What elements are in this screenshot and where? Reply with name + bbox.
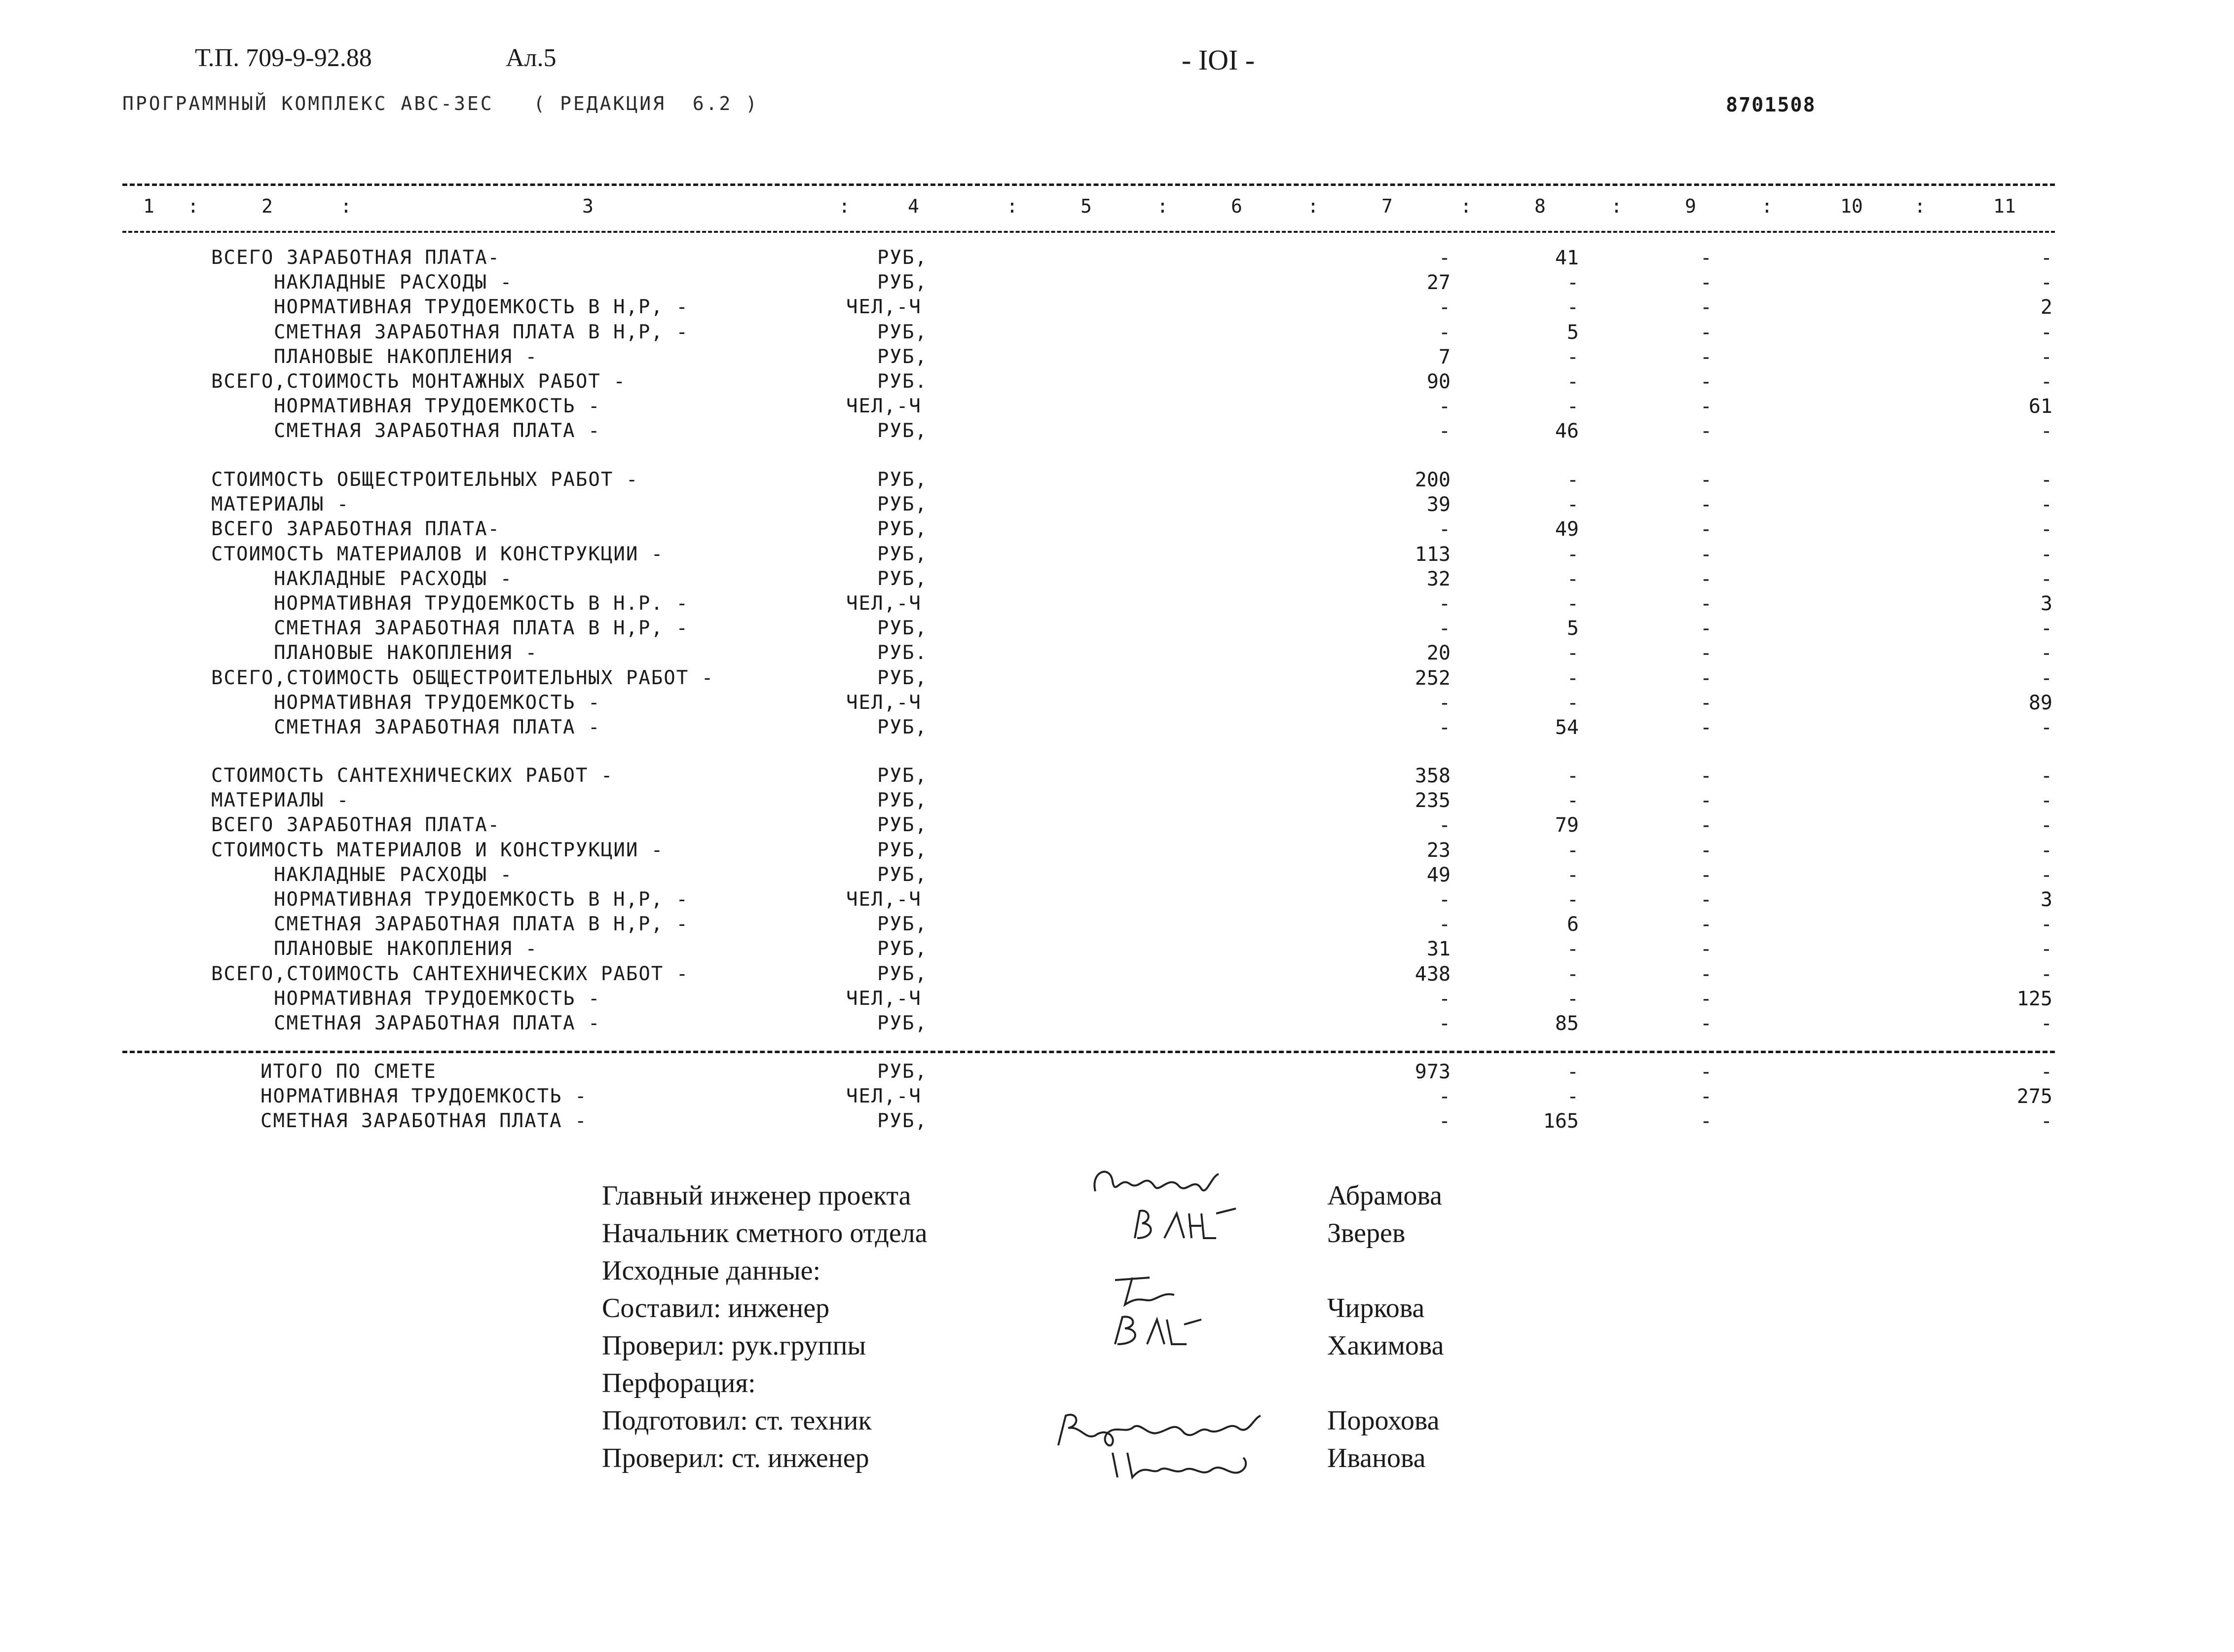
cell-col9: - bbox=[1700, 469, 1712, 491]
signature-name: Хакимова bbox=[1327, 1330, 1444, 1361]
cell-col8: - bbox=[1566, 592, 1579, 615]
signature-name: Зверев bbox=[1327, 1218, 1406, 1248]
cell-col11: - bbox=[2040, 913, 2052, 936]
cell-col8: - bbox=[1566, 296, 1579, 319]
signature-role: Проверил: рук.группы bbox=[602, 1330, 866, 1361]
cell-col11: - bbox=[2040, 469, 2052, 491]
row-label: ПЛАНОВЫЕ НАКОПЛЕНИЯ - bbox=[274, 345, 538, 368]
cell-col9: - bbox=[1700, 863, 1712, 886]
cell-col11: - bbox=[2040, 962, 2052, 986]
row-label: ВСЕГО ЗАРАБОТНАЯ ПЛАТА- bbox=[211, 518, 501, 541]
row-label: НОРМАТИВНАЯ ТРУДОЕМКОСТЬ В Н.Р. - bbox=[274, 592, 689, 615]
cell-col7: 32 bbox=[1426, 567, 1451, 590]
cell-col11: - bbox=[2040, 370, 2052, 393]
cell-col9: - bbox=[1700, 913, 1712, 936]
row-label: МАТЕРИАЛЫ - bbox=[211, 493, 350, 516]
cell-col8: 49 bbox=[1555, 518, 1579, 541]
cell-col9: - bbox=[1700, 617, 1712, 640]
cell-col11: - bbox=[2040, 518, 2052, 541]
row-unit: РУБ, bbox=[877, 617, 928, 640]
column-header-10: 10 bbox=[1840, 195, 1863, 217]
cell-col11: 89 bbox=[2028, 691, 2052, 714]
cell-col9: - bbox=[1700, 1110, 1712, 1133]
row-unit: РУБ, bbox=[877, 814, 928, 837]
cell-col7: 438 bbox=[1415, 962, 1451, 986]
cell-col7: 39 bbox=[1426, 493, 1451, 516]
cell-col11: - bbox=[2040, 789, 2052, 812]
signature-role: Начальник сметного отдела bbox=[602, 1218, 928, 1248]
document-code: Т.П. 709-9-92.88 bbox=[195, 44, 372, 72]
cell-col7: 113 bbox=[1415, 543, 1451, 566]
cell-col7: - bbox=[1438, 913, 1451, 936]
cell-col7: - bbox=[1438, 296, 1451, 319]
cell-col11: - bbox=[2040, 839, 2052, 862]
cell-col8: 6 bbox=[1566, 913, 1579, 936]
row-label: СМЕТНАЯ ЗАРАБОТНАЯ ПЛАТА - bbox=[274, 716, 601, 738]
row-label: НОРМАТИВНАЯ ТРУДОЕМКОСТЬ - bbox=[274, 691, 601, 714]
row-label: ВСЕГО,СТОИМОСТЬ ОБЩЕСТРОИТЕЛЬНЫХ РАБОТ - bbox=[211, 666, 714, 689]
cell-col7: 49 bbox=[1426, 863, 1451, 886]
row-label: НОРМАТИВНАЯ ТРУДОЕМКОСТЬ В Н,Р, - bbox=[274, 296, 689, 319]
column-header-3: 3 bbox=[582, 195, 594, 217]
cell-col11: - bbox=[2040, 814, 2052, 837]
row-unit: РУБ, bbox=[877, 567, 928, 590]
column-header-1: 1 bbox=[143, 195, 154, 217]
row-unit: РУБ, bbox=[877, 321, 928, 343]
column-separator: : bbox=[1611, 195, 1622, 217]
cell-col11: - bbox=[2040, 567, 2052, 590]
cell-col11: 3 bbox=[2040, 888, 2052, 911]
row-label: ПЛАНОВЫЕ НАКОПЛЕНИЯ - bbox=[274, 938, 538, 960]
cell-col11: - bbox=[2040, 1061, 2052, 1083]
program-line: ПРОГРАММНЫЙ КОМПЛЕКС АВС-ЗЕС ( РЕДАКЦИЯ 6.2 ) bbox=[122, 93, 759, 114]
column-separator: : bbox=[1006, 195, 1018, 217]
cell-col11: 125 bbox=[2016, 987, 2052, 1010]
cell-col7: 235 bbox=[1415, 789, 1451, 812]
cell-col9: - bbox=[1700, 666, 1712, 690]
row-label: СТОИМОСТЬ МАТЕРИАЛОВ И КОНСТРУКЦИИ - bbox=[211, 839, 664, 861]
cell-col9: - bbox=[1700, 567, 1712, 590]
cell-col8: - bbox=[1566, 839, 1579, 862]
cell-col8: 165 bbox=[1543, 1110, 1579, 1133]
row-label: НОРМАТИВНАЯ ТРУДОЕМКОСТЬ - bbox=[274, 987, 601, 1010]
cell-col8: - bbox=[1566, 863, 1579, 886]
row-unit: ЧЕЛ,-Ч bbox=[846, 296, 922, 319]
cell-col9: - bbox=[1700, 395, 1712, 418]
cell-col9: - bbox=[1700, 765, 1712, 787]
cell-col11: - bbox=[2040, 420, 2052, 443]
cell-col8: - bbox=[1566, 1085, 1579, 1108]
cell-col9: - bbox=[1700, 420, 1712, 443]
cell-col9: - bbox=[1700, 987, 1712, 1010]
cell-col9: - bbox=[1700, 839, 1712, 862]
row-unit: ЧЕЛ,-Ч bbox=[846, 592, 922, 615]
signature-abramova bbox=[1085, 1162, 1233, 1206]
cell-col11: - bbox=[2040, 247, 2052, 269]
row-unit: РУБ, bbox=[877, 962, 928, 985]
cell-col11: - bbox=[2040, 321, 2052, 344]
column-separator: : bbox=[1761, 195, 1773, 217]
cell-col11: - bbox=[2040, 666, 2052, 690]
row-unit: ЧЕЛ,-Ч bbox=[846, 987, 922, 1010]
row-unit: РУБ, bbox=[877, 863, 928, 886]
cell-col11: 2 bbox=[2040, 296, 2052, 319]
cell-col11: - bbox=[2040, 493, 2052, 516]
cell-col9: - bbox=[1700, 543, 1712, 566]
cell-col8: - bbox=[1566, 962, 1579, 986]
row-label: ПЛАНОВЫЕ НАКОПЛЕНИЯ - bbox=[274, 642, 538, 664]
cell-col9: - bbox=[1700, 247, 1712, 269]
signature-ivanova bbox=[1105, 1443, 1253, 1487]
cell-col8: 54 bbox=[1555, 716, 1579, 739]
row-label: СТОИМОСТЬ ОБЩЕСТРОИТЕЛЬНЫХ РАБОТ - bbox=[211, 469, 639, 491]
row-unit: РУБ. bbox=[877, 370, 928, 393]
row-label: ВСЕГО,СТОИМОСТЬ МОНТАЖНЫХ РАБОТ - bbox=[211, 370, 626, 393]
row-unit: РУБ, bbox=[877, 518, 928, 541]
row-unit: ЧЕЛ,-Ч bbox=[846, 1085, 922, 1108]
column-header-6: 6 bbox=[1231, 195, 1242, 217]
signature-name: Иванова bbox=[1327, 1443, 1426, 1473]
row-label: ВСЕГО ЗАРАБОТНАЯ ПЛАТА- bbox=[211, 247, 501, 269]
signature-role: Главный инженер проекта bbox=[602, 1180, 911, 1211]
cell-col9: - bbox=[1700, 271, 1712, 294]
page-number: - IOI - bbox=[1182, 44, 1255, 76]
cell-col11: - bbox=[2040, 765, 2052, 787]
cell-col8: - bbox=[1566, 987, 1579, 1010]
cell-col11: - bbox=[2040, 938, 2052, 961]
row-label: СТОИМОСТЬ САНТЕХНИЧЕСКИХ РАБОТ - bbox=[211, 765, 614, 787]
cell-col7: 23 bbox=[1426, 839, 1451, 862]
row-label: НОРМАТИВНАЯ ТРУДОЕМКОСТЬ В Н,Р, - bbox=[274, 888, 689, 911]
cell-col9: - bbox=[1700, 493, 1712, 516]
row-unit: РУБ, bbox=[877, 716, 928, 738]
column-header-7: 7 bbox=[1381, 195, 1393, 217]
cell-col9: - bbox=[1700, 1061, 1712, 1083]
cell-col9: - bbox=[1700, 1012, 1712, 1035]
cell-col11: - bbox=[2040, 345, 2052, 368]
cell-col7: 200 bbox=[1415, 469, 1451, 491]
cell-col8: 5 bbox=[1566, 617, 1579, 640]
cell-col8: 79 bbox=[1555, 814, 1579, 837]
signature-name: Порохова bbox=[1327, 1405, 1440, 1436]
cell-col9: - bbox=[1700, 888, 1712, 911]
column-header-4: 4 bbox=[908, 195, 919, 217]
table-header-rule bbox=[122, 231, 2055, 233]
row-unit: РУБ, bbox=[877, 271, 928, 294]
signature-zverev bbox=[1130, 1204, 1243, 1248]
signature-role: Исходные данные: bbox=[602, 1255, 821, 1286]
sheet-label: Ал.5 bbox=[506, 44, 557, 72]
row-label: СМЕТНАЯ ЗАРАБОТНАЯ ПЛАТА В Н,Р, - bbox=[274, 617, 689, 640]
column-separator: : bbox=[1307, 195, 1319, 217]
column-separator: : bbox=[187, 195, 199, 217]
cell-col8: - bbox=[1566, 666, 1579, 690]
row-unit: РУБ, bbox=[877, 345, 928, 368]
row-unit: РУБ, bbox=[877, 666, 928, 689]
cell-col9: - bbox=[1700, 592, 1712, 615]
cell-col11: - bbox=[2040, 642, 2052, 665]
cell-col11: - bbox=[2040, 1012, 2052, 1035]
column-separator: : bbox=[1157, 195, 1168, 217]
row-unit: РУБ, bbox=[877, 493, 928, 516]
row-label: СМЕТНАЯ ЗАРАБОТНАЯ ПЛАТА - bbox=[274, 1012, 601, 1034]
cell-col7: 7 bbox=[1438, 345, 1451, 368]
signature-name: Чиркова bbox=[1327, 1293, 1425, 1323]
cell-col8: 46 bbox=[1555, 420, 1579, 443]
row-unit: ЧЕЛ,-Ч bbox=[846, 888, 922, 911]
cell-col7: - bbox=[1438, 321, 1451, 344]
cell-col9: - bbox=[1700, 938, 1712, 961]
cell-col7: - bbox=[1438, 987, 1451, 1010]
row-label: ВСЕГО ЗАРАБОТНАЯ ПЛАТА- bbox=[211, 814, 501, 837]
document-id: 8701508 bbox=[1726, 94, 1816, 116]
cell-col9: - bbox=[1700, 716, 1712, 739]
cell-col9: - bbox=[1700, 345, 1712, 368]
column-header-5: 5 bbox=[1080, 195, 1092, 217]
cell-col11: - bbox=[2040, 1110, 2052, 1133]
column-separator: : bbox=[839, 195, 850, 217]
cell-col9: - bbox=[1700, 518, 1712, 541]
cell-col8: 5 bbox=[1566, 321, 1579, 344]
column-separator: : bbox=[1914, 195, 1926, 217]
column-separator: : bbox=[340, 195, 352, 217]
cell-col8: - bbox=[1566, 370, 1579, 393]
cell-col8: - bbox=[1566, 395, 1579, 418]
column-separator: : bbox=[1460, 195, 1472, 217]
row-unit: РУБ, bbox=[877, 1110, 928, 1133]
column-header-8: 8 bbox=[1534, 195, 1546, 217]
cell-col7: 27 bbox=[1426, 271, 1451, 294]
cell-col8: - bbox=[1566, 642, 1579, 665]
row-unit: РУБ, bbox=[877, 543, 928, 565]
cell-col11: - bbox=[2040, 543, 2052, 566]
signature-role: Проверил: ст. инженер bbox=[602, 1443, 869, 1473]
cell-col9: - bbox=[1700, 642, 1712, 665]
cell-col7: 31 bbox=[1426, 938, 1451, 961]
cell-col11: - bbox=[2040, 863, 2052, 886]
cell-col8: - bbox=[1566, 469, 1579, 491]
cell-col7: - bbox=[1438, 716, 1451, 739]
row-label: СТОИМОСТЬ МАТЕРИАЛОВ И КОНСТРУКЦИИ - bbox=[211, 543, 664, 565]
cell-col8: - bbox=[1566, 938, 1579, 961]
row-unit: РУБ, bbox=[877, 1061, 928, 1083]
cell-col9: - bbox=[1700, 370, 1712, 393]
cell-col8: - bbox=[1566, 888, 1579, 911]
cell-col11: - bbox=[2040, 271, 2052, 294]
cell-col8: - bbox=[1566, 1061, 1579, 1083]
cell-col9: - bbox=[1700, 1085, 1712, 1108]
cell-col7: - bbox=[1438, 814, 1451, 837]
row-unit: РУБ, bbox=[877, 938, 928, 960]
row-unit: РУБ, bbox=[877, 1012, 928, 1034]
cell-col7: 90 bbox=[1426, 370, 1451, 393]
cell-col7: - bbox=[1438, 420, 1451, 443]
row-label: НАКЛАДНЫЕ РАСХОДЫ - bbox=[274, 271, 513, 294]
signature-role: Перфорация: bbox=[602, 1368, 756, 1398]
cell-col11: - bbox=[2040, 716, 2052, 739]
cell-col7: - bbox=[1438, 592, 1451, 615]
cell-col11: 61 bbox=[2028, 395, 2052, 418]
cell-col9: - bbox=[1700, 789, 1712, 812]
cell-col7: - bbox=[1438, 1085, 1451, 1108]
table-top-rule bbox=[122, 184, 2055, 186]
cell-col8: - bbox=[1566, 765, 1579, 787]
row-label: СМЕТНАЯ ЗАРАБОТНАЯ ПЛАТА В Н,Р, - bbox=[274, 321, 689, 343]
cell-col8: 41 bbox=[1555, 247, 1579, 269]
cell-col7: 252 bbox=[1415, 666, 1451, 690]
totals-rule bbox=[122, 1051, 2055, 1053]
row-unit: РУБ, bbox=[877, 789, 928, 812]
cell-col8: - bbox=[1566, 567, 1579, 590]
cell-col7: 973 bbox=[1415, 1061, 1451, 1083]
row-label: СМЕТНАЯ ЗАРАБОТНАЯ ПЛАТА В Н,Р, - bbox=[274, 913, 689, 936]
cell-col11: 3 bbox=[2040, 592, 2052, 615]
cell-col9: - bbox=[1700, 321, 1712, 344]
cell-col7: - bbox=[1438, 395, 1451, 418]
cell-col7: - bbox=[1438, 518, 1451, 541]
row-label: НАКЛАДНЫЕ РАСХОДЫ - bbox=[274, 863, 513, 886]
cell-col8: - bbox=[1566, 543, 1579, 566]
cell-col7: - bbox=[1438, 617, 1451, 640]
row-label: НОРМАТИВНАЯ ТРУДОЕМКОСТЬ - bbox=[274, 395, 601, 418]
row-label: СМЕТНАЯ ЗАРАБОТНАЯ ПЛАТА - bbox=[274, 420, 601, 442]
signature-role: Составил: инженер bbox=[602, 1293, 830, 1323]
cell-col7: 20 bbox=[1426, 642, 1451, 665]
row-unit: РУБ, bbox=[877, 247, 928, 269]
cell-col8: - bbox=[1566, 789, 1579, 812]
cell-col11: 275 bbox=[2016, 1085, 2052, 1108]
cell-col9: - bbox=[1700, 296, 1712, 319]
row-label: ИТОГО ПО СМЕТЕ bbox=[261, 1061, 437, 1083]
row-label: СМЕТНАЯ ЗАРАБОТНАЯ ПЛАТА - bbox=[261, 1110, 588, 1133]
row-unit: ЧЕЛ,-Ч bbox=[846, 395, 922, 418]
cell-col7: - bbox=[1438, 888, 1451, 911]
row-unit: РУБ. bbox=[877, 642, 928, 664]
row-unit: РУБ, bbox=[877, 913, 928, 936]
row-label: НАКЛАДНЫЕ РАСХОДЫ - bbox=[274, 567, 513, 590]
cell-col8: - bbox=[1566, 691, 1579, 714]
row-unit: РУБ, bbox=[877, 839, 928, 861]
signature-chirkova bbox=[1105, 1270, 1204, 1349]
cell-col8: 85 bbox=[1555, 1012, 1579, 1035]
row-unit: ЧЕЛ,-Ч bbox=[846, 691, 922, 714]
cell-col9: - bbox=[1700, 691, 1712, 714]
row-label: ВСЕГО,СТОИМОСТЬ САНТЕХНИЧЕСКИХ РАБОТ - bbox=[211, 962, 689, 985]
row-label: МАТЕРИАЛЫ - bbox=[211, 789, 350, 812]
cell-col8: - bbox=[1566, 345, 1579, 368]
cell-col11: - bbox=[2040, 617, 2052, 640]
column-header-11: 11 bbox=[1993, 195, 2016, 217]
cell-col7: 358 bbox=[1415, 765, 1451, 787]
row-label: НОРМАТИВНАЯ ТРУДОЕМКОСТЬ - bbox=[261, 1085, 588, 1108]
row-unit: РУБ, bbox=[877, 469, 928, 491]
column-header-9: 9 bbox=[1685, 195, 1696, 217]
cell-col7: - bbox=[1438, 691, 1451, 714]
cell-col8: - bbox=[1566, 271, 1579, 294]
row-unit: РУБ, bbox=[877, 420, 928, 442]
cell-col8: - bbox=[1566, 493, 1579, 516]
row-unit: РУБ, bbox=[877, 765, 928, 787]
cell-col7: - bbox=[1438, 1110, 1451, 1133]
signature-name: Абрамова bbox=[1327, 1180, 1442, 1211]
column-header-2: 2 bbox=[261, 195, 273, 217]
cell-col7: - bbox=[1438, 1012, 1451, 1035]
signature-role: Подготовил: ст. техник bbox=[602, 1405, 872, 1436]
cell-col9: - bbox=[1700, 814, 1712, 837]
cell-col9: - bbox=[1700, 962, 1712, 986]
cell-col7: - bbox=[1438, 247, 1451, 269]
